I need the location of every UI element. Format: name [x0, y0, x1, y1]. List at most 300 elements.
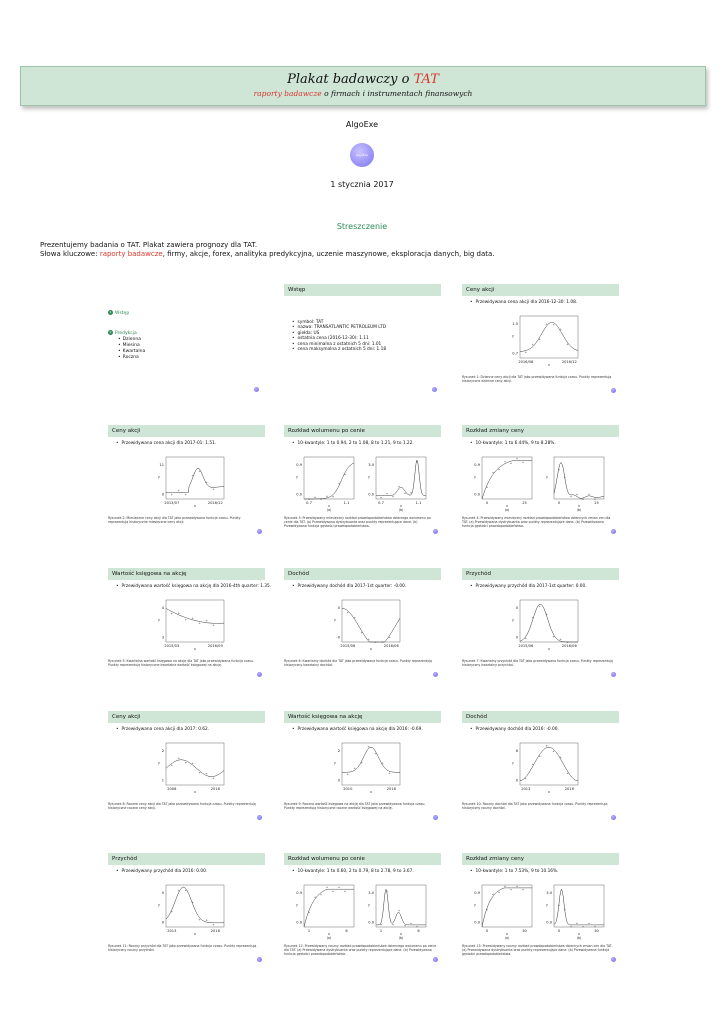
x-tick-label: 0	[557, 929, 561, 933]
y-tick-label: 0.9	[474, 891, 480, 896]
y-tick-label: 0.9	[474, 463, 480, 468]
series-line	[482, 460, 532, 499]
x-tick-label: 1.1	[415, 501, 422, 505]
subfigure-label: (a)	[326, 936, 332, 940]
nav-button[interactable]	[611, 529, 616, 534]
x-tick-label: 0	[485, 929, 489, 933]
keyword-link[interactable]: raporty badawcze	[99, 250, 163, 258]
y-axis-label: y	[334, 618, 336, 622]
y-tick-label: 3.0	[368, 891, 374, 896]
section-title: Przychód	[108, 853, 265, 865]
data-point: +	[552, 322, 555, 327]
data-point: +	[325, 493, 329, 498]
data-point: +	[381, 760, 384, 765]
data-point: +	[569, 494, 573, 499]
toc-item-wstep[interactable]: 1 Wstęp	[109, 310, 130, 316]
toc-item-predykcja[interactable]: 2 Predykcja	[109, 330, 137, 336]
data-point: +	[177, 488, 181, 493]
data-point: +	[337, 481, 341, 486]
y-axis-label: y	[296, 903, 298, 907]
subtitle-link[interactable]: raporty badawcze	[253, 89, 322, 98]
section-title: Rozkład wolumenu po cenie	[284, 425, 441, 437]
nav-button[interactable]	[254, 387, 259, 392]
prediction-bullet: • 10-kwantyle: 1 to 6.44%, 9 to 8.28%.	[470, 441, 556, 446]
data-point: +	[205, 618, 208, 623]
y-tick-label: 0	[337, 606, 340, 611]
data-point: +	[184, 760, 187, 765]
intro-item: • cena minimalna z ostatnich 5 dni: 1.01	[292, 342, 386, 347]
y-axis-label: y	[512, 761, 514, 765]
algoexe-logo: AlgoExe	[350, 143, 374, 167]
x-tick-label: 30	[522, 929, 527, 933]
chart-change-cdf	[472, 455, 534, 511]
data-point: +	[545, 611, 548, 616]
data-point: +	[313, 894, 317, 899]
toc-sub-item[interactable]: • Dzienna	[118, 337, 145, 343]
plot-frame	[166, 743, 224, 785]
prediction-bullet: • Przewidywany przychód dla 2016: 0.00.	[116, 869, 207, 874]
y-axis-label: y	[158, 761, 160, 765]
series-line	[166, 608, 224, 626]
chart-y-book	[332, 741, 402, 797]
data-point: +	[531, 615, 535, 620]
data-point: +	[559, 327, 562, 332]
intro-list	[292, 320, 386, 352]
prediction-bullet: • Przewidywany dochód dla 2017-1st quarter: -0.00.	[292, 584, 406, 589]
y-tick-label: 11	[159, 463, 164, 468]
x-axis-label: x	[578, 932, 580, 936]
y-tick-label: 0.9	[296, 463, 302, 468]
plot-frame	[342, 743, 400, 785]
ticker-link[interactable]: TAT	[413, 72, 439, 87]
prediction-bullet: • Przewidywana cena akcji dla 2016-12-30: 1.08.	[470, 300, 577, 305]
data-point: +	[331, 494, 335, 499]
data-point: +	[205, 771, 208, 776]
figure-caption: Rysunek 1: Dzienne ceny akcji dla TAT jako przewidywana funkcja czasu. Punkty reprezentują historyczne dzienne ceny akcji.	[462, 375, 612, 383]
data-point: +	[491, 470, 495, 475]
plot-frame	[342, 600, 400, 642]
chart-volume-cdf	[294, 455, 356, 511]
data-point: +	[177, 610, 181, 615]
data-point: +	[566, 640, 569, 644]
y-tick-label: 4	[161, 606, 164, 611]
x-tick-label: 2013	[521, 787, 531, 791]
data-point: +	[403, 923, 407, 928]
data-point: +	[325, 885, 329, 890]
series-line	[342, 747, 400, 772]
nav-button[interactable]	[611, 815, 616, 820]
y-axis-label: y	[158, 475, 160, 479]
figure-caption: Rysunek 4: Przewidywany miesięczny rozkład prawdopodobieństwa dziennych zmian cen dla TAT. (a) Przewidywana dystrybuanta oraz punkty reprezentujące dane. (b) Przewidywana funkcja gęstości prawdopodobieństwa.	[462, 516, 611, 528]
x-axis-label: x	[370, 647, 372, 651]
toc-predykcja	[108, 330, 145, 361]
subfigure-label: (a)	[504, 508, 510, 512]
x-tick-label: 0	[485, 501, 489, 505]
data-point: +	[205, 479, 208, 484]
data-point: +	[198, 917, 201, 922]
x-tick-label: 2016/12	[207, 501, 223, 505]
data-point: +	[388, 635, 391, 640]
data-point: +	[515, 883, 519, 888]
abstract-text	[40, 241, 690, 259]
prediction-bullet: • Przewidywany przychód dla 2017-1st quarter: 0.00.	[470, 584, 587, 589]
series-line	[304, 463, 354, 499]
x-tick-label: 6	[417, 929, 420, 933]
chart-y-change-pdf	[544, 883, 606, 939]
y-axis-label: y	[512, 334, 514, 338]
data-point: +	[559, 754, 562, 759]
x-axis-label: x	[548, 363, 550, 367]
data-point: +	[391, 922, 395, 927]
data-point: +	[552, 634, 555, 639]
prediction-bullet: • 10-kwantyle: 1 to 7.53%, 9 to 10.16%.	[470, 869, 559, 874]
plot-frame	[520, 743, 578, 785]
y-tick-label: 0.0	[474, 920, 480, 925]
y-axis-label: y	[368, 903, 370, 907]
x-tick-label: 2010	[343, 787, 353, 791]
nav-button[interactable]	[611, 672, 616, 677]
data-point: +	[307, 910, 311, 915]
chart-y-income	[510, 741, 580, 797]
poster-title: Plakat badawczy o TAT	[287, 72, 439, 87]
x-axis-label: x	[328, 932, 330, 936]
section-title: Ceny akcji	[108, 425, 265, 437]
x-tick-label: 1.1	[343, 501, 350, 505]
intro-item: • nazwa: TRANSATLANTIC PETROLEUM LTD	[292, 325, 386, 330]
data-point: +	[331, 888, 335, 893]
figure-caption: Rysunek 10: Roczny dochód dla TAT jako przewidywana funkcja czasu. Punkty reprezentują historyczny roczny dochód.	[462, 802, 608, 810]
y-tick-label: 3.0	[368, 463, 374, 468]
chart-q-income	[332, 598, 402, 654]
x-tick-label: 0.7	[306, 501, 312, 505]
x-tick-label: 25	[594, 501, 599, 505]
y-axis-label: y	[474, 903, 476, 907]
data-point: +	[177, 755, 181, 760]
data-point: +	[509, 460, 513, 465]
data-point: +	[509, 887, 513, 892]
x-tick-label: 2016	[210, 787, 220, 791]
plot-frame	[554, 885, 604, 927]
data-point: +	[521, 887, 525, 892]
data-point: +	[409, 490, 413, 495]
intro-item: • symbol: TAT	[292, 320, 386, 325]
plot-frame	[166, 885, 224, 927]
section-title-wstep: Wstęp	[284, 284, 441, 296]
section-title: Ceny akcji	[462, 284, 619, 296]
plot-frame	[304, 885, 354, 927]
prediction-bullet: • Przewidywana wartość księgowa na akcję dla 2016: -0.69.	[292, 727, 423, 732]
x-axis-label: x	[400, 504, 402, 508]
data-point: +	[531, 762, 535, 767]
y-tick-label: 1	[161, 778, 164, 783]
data-point: +	[545, 321, 548, 326]
data-point: +	[581, 497, 585, 501]
plot-frame	[304, 457, 354, 499]
subfigure-label: (b)	[398, 508, 404, 512]
data-point: +	[538, 603, 541, 608]
y-tick-label: 0.0	[546, 920, 552, 925]
section-title: Przychód	[462, 568, 619, 580]
toc-sub-item[interactable]: • Kwartalna	[118, 349, 145, 355]
x-tick-label: 2013/07	[164, 501, 180, 505]
series-line	[520, 604, 578, 642]
section-title: Wartość księgowa na akcję	[108, 568, 265, 580]
nav-button[interactable]	[432, 387, 437, 392]
x-tick-label: 2008	[167, 787, 177, 791]
data-point: +	[374, 640, 377, 644]
y-tick-label: 0	[161, 492, 164, 497]
prediction-bullet: • Przewidywana cena akcji dla 2017: 0.62.	[116, 727, 209, 732]
nav-button[interactable]	[611, 388, 616, 393]
section-title: Dochód	[284, 568, 441, 580]
x-tick-label: 2016/06	[561, 644, 577, 648]
data-point: +	[343, 888, 347, 893]
chart-volume-pdf	[366, 455, 428, 511]
data-point: +	[575, 492, 579, 497]
keywords-line: Słowa kluczowe: raporty badawcze, firmy, akcje, forex, analityka predykcyjna, uczenie maszynowe, eksploracja danych, big data.	[40, 250, 495, 258]
data-point: +	[524, 776, 528, 781]
plot-frame	[482, 885, 532, 927]
data-point: +	[552, 749, 555, 754]
x-tick-label: 1	[307, 929, 311, 933]
y-axis-label: y	[546, 903, 548, 907]
data-point: +	[379, 922, 383, 927]
x-tick-label: 2016/06	[383, 644, 399, 648]
data-point: +	[184, 888, 187, 893]
data-point: +	[403, 490, 407, 495]
data-point: +	[538, 754, 541, 759]
section-title: Rozkład zmiany ceny	[462, 425, 619, 437]
nav-button[interactable]	[611, 957, 616, 962]
data-point: +	[381, 639, 384, 644]
x-tick-label: 2016	[564, 787, 574, 791]
series-line	[376, 460, 426, 496]
nav-button[interactable]	[433, 672, 438, 677]
y-tick-label: 0.0	[296, 920, 302, 925]
chart-y-price	[156, 741, 226, 797]
data-point: +	[415, 459, 419, 464]
data-point: +	[521, 460, 525, 465]
figure-caption: Rysunek 2: Miesięczne ceny akcji dla TAT jako przewidywana funkcja czasu. Punkty reprezentują historyczne miesięczne ceny akcji.	[108, 516, 241, 524]
data-point: +	[313, 494, 317, 499]
nav-button[interactable]	[433, 957, 438, 962]
section-title: Rozkład zmiany ceny	[462, 853, 619, 865]
data-point: +	[170, 492, 174, 497]
prediction-bullet: • 10-kwantyle: 1 to 0.94, 2 to 1.08, 8 to 1.21, 9 to 1.22.	[292, 441, 414, 446]
series-line	[166, 468, 224, 493]
data-point: +	[385, 491, 389, 496]
abstract-title: Streszczenie	[336, 222, 388, 231]
data-point: +	[346, 610, 350, 615]
data-point: +	[360, 760, 363, 765]
y-tick-label: 0	[337, 778, 340, 783]
data-point: +	[563, 474, 567, 479]
data-point: +	[491, 892, 495, 897]
series-line	[554, 463, 604, 499]
chart-daily-price	[510, 314, 580, 370]
nav-button[interactable]	[257, 815, 262, 820]
y-tick-label: 0	[161, 891, 164, 896]
data-point: +	[409, 920, 413, 925]
figure-caption: Rysunek 6: Kwartalny dochód dla TAT jako przewidywana funkcja czasu. Punkty reprezentują historyczny kwartalny dochód.	[284, 659, 432, 667]
subfigure-label: (a)	[504, 936, 510, 940]
chart-q-book	[156, 598, 226, 654]
data-point: +	[170, 909, 174, 914]
subfigure-label: (b)	[398, 936, 404, 940]
x-tick-label: 2015/03	[164, 644, 180, 648]
x-tick-label: 0	[557, 501, 561, 505]
data-point: +	[503, 459, 507, 464]
nav-button[interactable]	[433, 815, 438, 820]
section-title: Dochód	[462, 711, 619, 723]
data-point: +	[205, 918, 208, 923]
x-axis-label: x	[194, 647, 196, 651]
data-point: +	[191, 760, 194, 765]
toc-sub-item[interactable]: • Roczna	[118, 355, 145, 361]
data-point: +	[538, 336, 541, 341]
figure-caption: Rysunek 11: Roczny przychód dla TAT jako przewidywana funkcja czasu. Punkty reprezentują historyczny roczny przychód.	[108, 944, 257, 952]
data-point: +	[184, 617, 187, 622]
series-line	[166, 887, 224, 923]
y-tick-label: 0.9	[296, 891, 302, 896]
data-point: +	[557, 467, 561, 472]
toc	[108, 310, 129, 317]
figure-caption: Rysunek 8: Roczne ceny akcji dla TAT jako przewidywana funkcja czasu. Punkty reprezentują historyczne roczne ceny akcji.	[108, 802, 256, 810]
chart-monthly-price	[156, 455, 226, 511]
data-point: +	[337, 885, 341, 890]
section-title: Ceny akcji	[108, 711, 265, 723]
data-point: +	[497, 890, 501, 895]
prediction-bullet: • 10-kwantyle: 1 to 0.60, 2 to 0.79, 8 to 2.78, 9 to 3.67.	[292, 869, 414, 874]
y-tick-label: 0.0	[474, 492, 480, 497]
x-tick-label: 2016	[210, 929, 220, 933]
x-axis-label: x	[548, 790, 550, 794]
data-point: +	[388, 771, 391, 776]
x-axis-label: x	[506, 932, 508, 936]
intro-item: • giełda: US	[292, 331, 386, 336]
data-point: +	[391, 494, 395, 499]
data-point: +	[198, 468, 201, 473]
y-tick-label: -0	[336, 635, 340, 640]
series-line	[482, 888, 532, 927]
data-point: +	[191, 473, 194, 478]
data-point: +	[212, 776, 215, 781]
x-tick-label: 2016	[386, 787, 396, 791]
y-axis-label: y	[512, 618, 514, 622]
data-point: +	[587, 920, 591, 925]
data-point: +	[397, 908, 401, 913]
series-line	[342, 608, 400, 642]
y-tick-label: 0	[161, 920, 164, 925]
data-point: +	[593, 924, 597, 929]
data-point: +	[575, 920, 579, 925]
figure-caption: Rysunek 12: Przewidywany roczny rozkład prawdopodobieństwa dziennego wolumenu po cenie dla TAT. (a) Przewidywana dystrybuanta oraz punkty reprezentujące dane. (b) Przewidywana funkcja gęstości prawdopodobieństwa.	[284, 944, 437, 956]
x-axis-label: x	[194, 504, 196, 508]
y-tick-label: 0.0	[368, 920, 374, 925]
y-axis-label: y	[158, 618, 160, 622]
data-point: +	[503, 883, 507, 888]
y-tick-label: 0	[515, 635, 518, 640]
y-tick-label: 3	[161, 635, 164, 640]
data-point: +	[379, 495, 383, 500]
x-axis-label: x	[578, 504, 580, 508]
y-axis-label: y	[158, 903, 160, 907]
data-point: +	[566, 770, 569, 775]
intro-item: • ostatnia cena (2016-12-30): 1.11	[292, 336, 386, 341]
data-point: +	[559, 637, 562, 642]
data-point: +	[346, 771, 350, 776]
y-tick-label: 3.0	[546, 891, 552, 896]
data-point: +	[485, 907, 489, 912]
data-point: +	[563, 907, 567, 912]
y-axis-label: y	[368, 475, 370, 479]
section-title: Wartość księgowa na akcję	[284, 711, 441, 723]
data-point: +	[307, 497, 311, 501]
y-tick-label: 0	[515, 606, 518, 611]
series-line	[554, 889, 604, 925]
data-point: +	[353, 615, 357, 620]
prediction-bullet: • Przewidywana wartość księgowa na akcję dla 2016-4th quarter: 1.35.	[116, 584, 271, 589]
y-tick-label: 2	[161, 749, 164, 754]
chart-change-pdf	[544, 455, 606, 511]
subfigure-label: (a)	[326, 508, 332, 512]
x-tick-label: 25	[522, 501, 527, 505]
nav-button[interactable]	[433, 529, 438, 534]
date: 1 stycznia 2017	[330, 180, 394, 189]
y-axis-label: y	[296, 475, 298, 479]
y-tick-label: 6	[515, 749, 518, 754]
series-line	[166, 760, 224, 777]
x-tick-label: 2016/08	[518, 360, 534, 364]
plot-frame	[482, 457, 532, 499]
chart-y-volume-cdf	[294, 883, 356, 939]
data-point: +	[367, 744, 370, 749]
data-point: +	[581, 924, 585, 929]
y-tick-label: 0.0	[368, 492, 374, 497]
data-point: +	[566, 342, 569, 347]
x-tick-label: 0.7	[378, 501, 384, 505]
data-point: +	[319, 497, 323, 501]
nav-button[interactable]	[257, 529, 262, 534]
data-point: +	[170, 611, 174, 616]
data-point: +	[374, 751, 377, 756]
prediction-bullet: • Przewidywana cena akcji dla 2017-01: 1.51.	[116, 441, 216, 446]
series-line	[520, 747, 578, 781]
plot-frame	[376, 457, 426, 499]
data-point: +	[385, 888, 389, 893]
figure-caption: Rysunek 13: Przewidywany roczny rozkład prawdopodobieństwa dziennych zmian cen dla TAT. (a) Przewidywana dystrybuanta oraz punkty reprezentujące dane. (b) Przewidywana funkcja gęstości prawdopodobieństwa.	[462, 944, 613, 956]
toc-sub-item[interactable]: • Miesina	[118, 343, 145, 349]
data-point: +	[212, 622, 215, 627]
chart-y-change-cdf	[472, 883, 534, 939]
y-tick-label: 2	[337, 749, 340, 754]
x-axis-label: x	[548, 647, 550, 651]
section-title: Rozkład wolumenu po cenie	[284, 853, 441, 865]
nav-button[interactable]	[257, 957, 262, 962]
data-point: +	[319, 892, 323, 897]
y-axis-label: y	[546, 475, 548, 479]
data-point: +	[177, 888, 181, 893]
x-tick-label: 2016/09	[207, 644, 223, 648]
data-point: +	[593, 497, 597, 501]
data-point: +	[524, 350, 528, 355]
data-point: +	[515, 456, 519, 461]
data-point: +	[184, 492, 187, 497]
subfigure-label: (b)	[576, 936, 582, 940]
x-tick-label: 2015/06	[518, 644, 534, 648]
nav-button[interactable]	[257, 672, 262, 677]
y-axis-label: y	[474, 475, 476, 479]
